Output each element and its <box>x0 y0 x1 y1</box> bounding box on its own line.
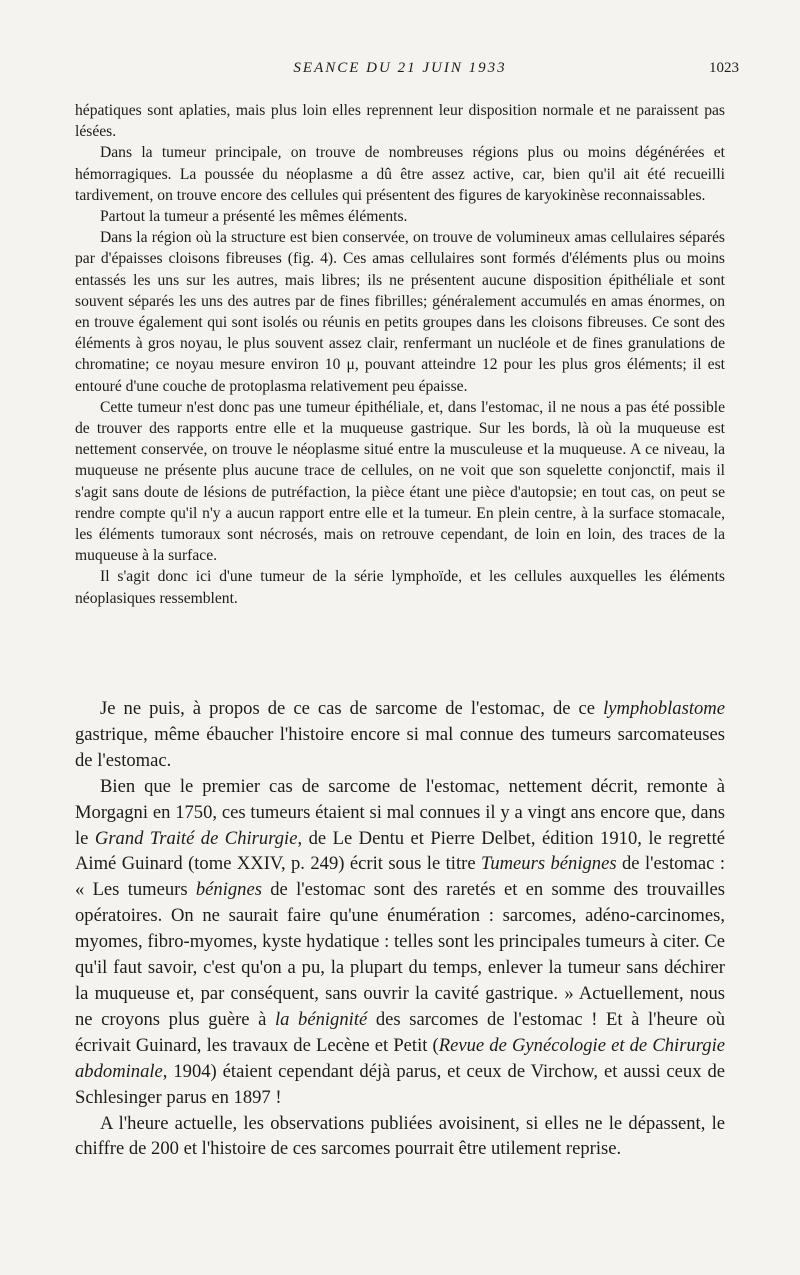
small-print-section <box>75 100 725 609</box>
italic-journal: Revue de Gynécologie et de Chirurgie abdominale <box>75 1034 725 1082</box>
paragraph: Partout la tumeur a présenté les mêmes éléments. <box>100 208 408 226</box>
paragraph: Dans la région où la structure est bien conservée, on trouve de volumineux amas cellulaires séparés par d'épaisses cloisons fibreuses (fig. 4). Ces amas cellulaires sont formés d'éléments plus ou moins entassés les uns sur les autres, mais libres; ils ne présentent aucune disposition épithéliale et sont souvent séparés les uns des autres par de fines fibrilles; généralement accumulés en amas énormes, on en trouve également qui sont isolés ou réunis en petits groupes dans les cloisons fibreuses. Ce sont des éléments à gros noyau, le plus souvent assez clair, renfermant un nucléole et de fines granulations de chromatine; ce noyau mesure environ 10 μ, pouvant atteindre 12 pour les plus gros éléments; il est entouré d'une couche de protoplasma relativement peu épaisse. <box>75 229 725 395</box>
italic-term: lymphoblastome <box>603 698 725 719</box>
page-number: 1023 <box>709 60 739 76</box>
paragraph <box>75 696 725 774</box>
text-run: de l'estomac : « Les tumeurs <box>75 853 725 901</box>
italic-title: Tumeurs bénignes <box>481 853 617 875</box>
text-run: gastrique, même ébaucher l'histoire encore si mal connue des tumeurs sarcomateuses de l'estomac. <box>75 723 725 771</box>
text-run: Bien que le premier cas de sarcome de l'estomac, nettement décrit, remonte à Morgagni en 1750, ces tumeurs étaient si mal connues il y a vingt ans encore que, dans le <box>75 775 725 849</box>
paragraph: Cette tumeur n'est donc pas une tumeur épithéliale, et, dans l'estomac, il ne nous a pas été possible de trouver des rapports entre elle et la muqueuse gastrique. Sur les bords, là où la muqueuse est nettement conservée, on trouve le néoplasme situé entre la musculeuse et la muqueuse. A ce niveau, la muqueuse ne présente plus aucune trace de cellules, on ne voit que son squelette conjonctif, mais il s'agit sans doute de lésions de putréfaction, la pièce étant une pièce d'autopsie; en tout cas, on peut se rendre compte qu'il n'y a aucun rapport entre elle et la tumeur. En plein centre, à la surface stomacale, les éléments tumoraux sont nécrosés, mais on retrouve cependant, de loin en loin, des traces de la muqueuse à la surface. <box>75 398 725 565</box>
paragraph: Il s'agit donc ici d'une tumeur de la série lymphoïde, et les cellules auxquelles les éléments néoplasiques ressemblent. <box>75 568 725 607</box>
italic-term: la bénignité <box>274 1008 368 1030</box>
text-run: Je ne puis, à propos de ce cas de sarcome de l'estomac, de ce <box>100 698 604 719</box>
text-run: des sarcomes de l'estomac ! Et à l'heure où écrivait Guinard, les travaux de Lecène et Petit ( <box>75 1008 725 1056</box>
text-run: , de Le Dentu et Pierre Delbet, édition 1910, le regretté Aimé Guinard (tome XXIV, p. 249) écrit sous le titre <box>75 827 725 875</box>
paragraph <box>75 774 725 1111</box>
page-header <box>75 60 739 84</box>
paragraph: hépatiques sont aplaties, mais plus loin elles reprennent leur disposition normale et ne paraissent pas lésées. <box>75 102 725 141</box>
italic-term: bénignes <box>195 879 262 901</box>
main-text-section <box>75 696 725 1162</box>
text-run: de l'estomac sont des raretés et en somme des trouvailles opératoires. On ne saurait faire qu'une énumération : sarcomes, adéno-carcinomes, myomes, fibro-myomes, kyste hydatique : telles sont les principales tumeurs à citer. Ce qu'il faut savoir, c'est qu'on a pu, la plupart du temps, enlever la tumeur sans déchirer la muqueuse et, par conséquent, sans ouvrir la cavité gastrique. » Actuellement, nous ne croyons plus guère à <box>75 879 725 1030</box>
running-head: SEANCE DU 21 JUIN 1933 <box>293 60 507 76</box>
text-run: , 1904) étaient cependant déjà parus, et ceux de Virchow, et aussi ceux de Schlesinger parus en 1897 ! <box>75 1060 725 1108</box>
paragraph: Dans la tumeur principale, on trouve de nombreuses régions plus ou moins dégénérées et hémorragiques. La poussée du néoplasme a dû être assez active, car, bien qu'il ait été recueilli tardivement, on trouve encore des cellules qui présentent des figures de karyokinèse reconnaissables. <box>75 144 725 204</box>
paragraph: A l'heure actuelle, les observations publiées avoisinent, si elles ne le dépassent, le chiffre de 200 et l'histoire de ces sarcomes pourrait être utilement reprise. <box>75 1112 725 1160</box>
italic-title: Grand Traité de Chirurgie <box>94 827 298 849</box>
